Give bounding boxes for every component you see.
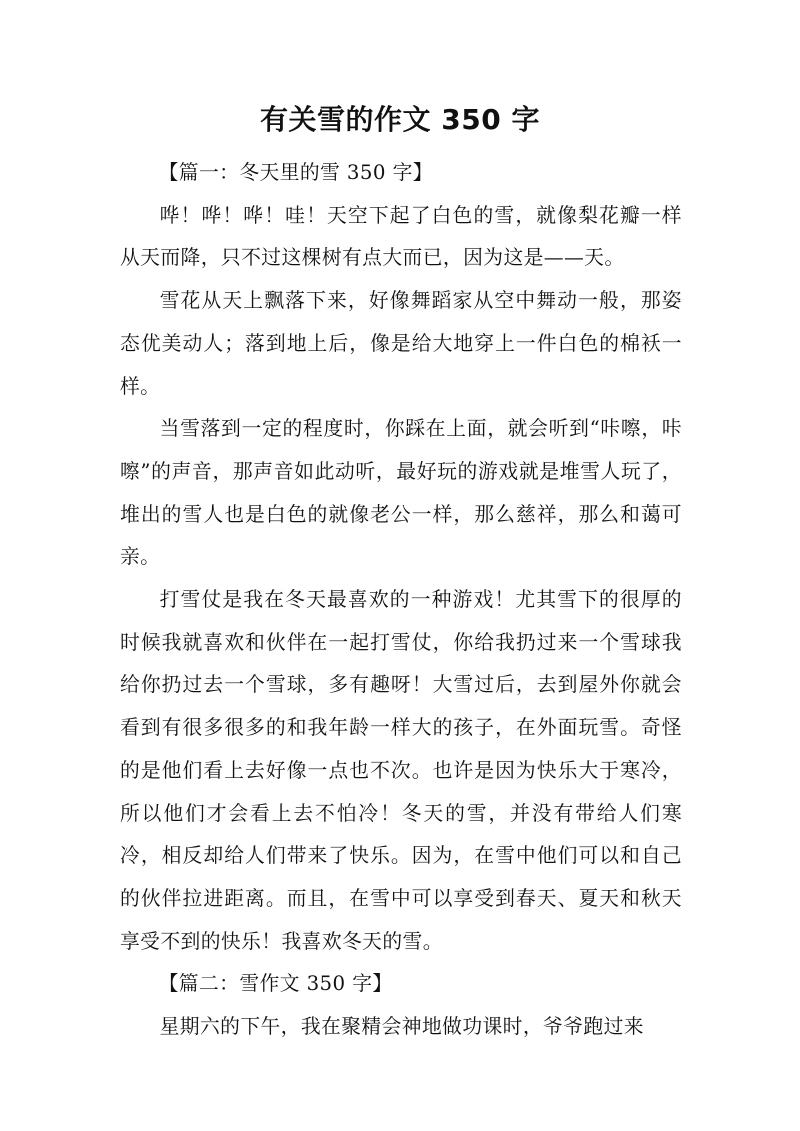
section-1-paragraph-2: 雪花从天上飘落下来，好像舞蹈家从空中舞动一般，那姿态优美动人；落到地上后，像是给大地穿上一件白色的棉袄一样。 <box>120 289 682 398</box>
section-1-paragraph-4: 打雪仗是我在冬天最喜欢的一种游戏！尤其雪下的很厚的时候我就喜欢和伙伴在一起打雪仗，你给我扔过来一个雪球我给你扔过去一个雪球，多有趣呀！大雪过后，去到屋外你就会看到有很多很多的和我年龄一样大的孩子，在外面玩雪。奇怪的是他们看上去好像一点也不次。也许是因为快乐大于寒冷，所以他们才会看上去不怕冷！冬天的雪，并没有带给人们寒冷，相反却给人们带来了快乐。因为，在雪中他们可以和自己的伙伴拉进距离。而且，在雪中可以享受到春天、夏天和秋天享受不到的快乐！我喜欢冬天的雪。 <box>120 588 682 953</box>
section-2-paragraph-1: 星期六的下午，我在聚精会神地做功课时，爷爷跑过来 <box>159 1015 644 1039</box>
section-2-heading: 【篇二：雪作文 350 字】 <box>158 972 393 996</box>
section-1-heading: 【篇一：冬天里的雪 350 字】 <box>158 161 433 184</box>
section-1-paragraph-3: 当雪落到一定的程度时，你踩在上面，就会听到“咔嚓，咔嚓”的声音，那声音如此动听，最好玩的游戏就是堆雪人玩了，堆出的雪人也是白色的就像老公一样，那么慈祥，那么和蔼可亲。 <box>120 417 682 569</box>
section-1-paragraph-1: 哗！哗！哗！哇！天空下起了白色的雪，就像梨花瓣一样从天而降，只不过这棵树有点大而已，因为这是——天。 <box>120 203 682 270</box>
document-title: 有关雪的作文 350 字 <box>260 103 540 136</box>
document-body <box>120 152 682 1049</box>
